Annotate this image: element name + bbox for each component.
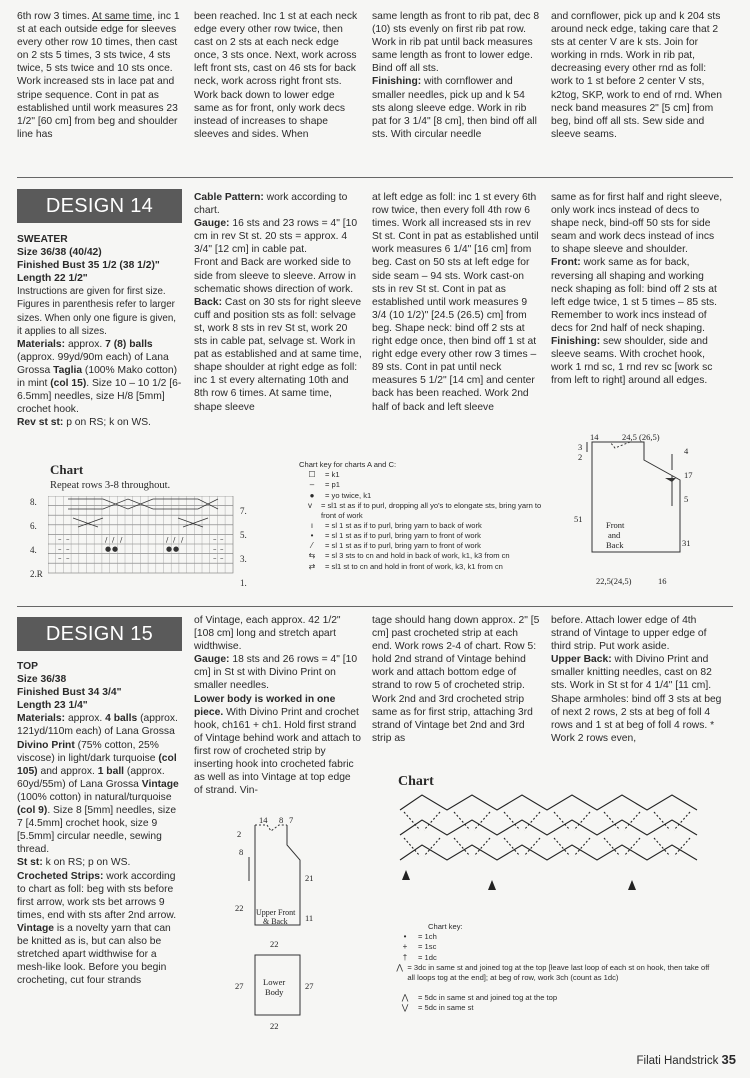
key-text: = sl 1 st as if to purl, bring yarn to front of work	[325, 530, 481, 540]
design15-banner: DESIGN 15	[17, 617, 182, 651]
svg-text:●: ●	[105, 545, 112, 553]
sch14-3: 3	[578, 442, 583, 452]
sch14-51: 51	[574, 514, 583, 524]
sch15-label-lower: Lower	[263, 977, 286, 987]
key-symbol-icon: +	[402, 942, 408, 952]
d15-lower-text: With Divino Print and crochet hook, ch161 + ch1. Hold first strand of Vintage behind work and attach to first row of crocheted strip by inserting hook into crocheted fabric as well as into Vintage at top edge of strand. Vin-	[194, 706, 361, 797]
d15-vintage: is a novelty yarn that can be knitted as is, but can also be stretched apart widthwise for a mesh-like look. Before you begin crocheting, cut four strands	[17, 922, 171, 987]
row-label-1: 1.	[240, 578, 247, 588]
d14-schematic	[560, 430, 710, 590]
d14-front-label: Front:	[551, 257, 581, 269]
design15-type: TOP	[17, 661, 38, 672]
d14-front-text: work same as for back, reversing all shaping and working neck shaping as foll: bind off 2 sts at left edge twice, 1 st 5 times – 85 sts. Remember to work incs instead of decs for 2nd half of neck shaping.	[551, 257, 717, 334]
top-col4	[551, 10, 723, 141]
key-text: = 3dc in same st and joined tog at the top [leave last loop of each st on hook, then take off all loops tog at the end]; at beg of row, work 3ch (count as 1dc)	[407, 962, 710, 982]
d14-gauge-text: 16 sts and 23 rows = 4" [10 cm in rev St st. 20 sts = approx. 4 3/4" [12 cm] in cable pat.	[194, 218, 358, 256]
design14-col1	[17, 233, 183, 429]
d14-cable-chart-grid	[48, 496, 234, 574]
design15-col1	[17, 660, 183, 987]
finishing-text: with cornflower and smaller needles, pick up and k 54 sts along sleeve edge. Work in rib pat for 3 1/4" [8 cm], then bind off all sts. With circular needle	[372, 76, 537, 140]
row-label-6: 6.	[30, 521, 37, 531]
svg-text:/: /	[181, 536, 184, 544]
d14-key-row	[299, 521, 544, 531]
d14-back-text: Cast on 30 sts for right sleeve cuff and position sts as foll: selvage st, work 8 sts in rev St st, work 20 sts in cable pat, selvage st. Work in pat as established and at same time, shape shoulder at right edge as foll: inc 1 st every alternating 10th and 8th row 6 times. At same time, shape sleeve	[194, 296, 362, 413]
svg-text:–: –	[213, 545, 217, 553]
key-symbol-icon: –	[309, 480, 315, 490]
key-text: = 1ch	[418, 932, 437, 942]
top-col1-underline: At same time	[91, 11, 153, 22]
d14-mat-4: . Size 10 – 10 1/2 [6-6.5mm] needles, size H/8 [5mm] crochet hook.	[17, 378, 182, 416]
sch14-17: 17	[684, 470, 693, 480]
d15-key-row	[392, 932, 712, 942]
d14-revst: p on RS; k on WS.	[63, 417, 151, 429]
d14-col3-text: at left edge as foll: inc 1 st every 6th row twice, then every foll 4th row 6 times. Work all increased sts in rev St st. Cont in pat as established until work measures 6 1/4" [16 cm] from beg. Cast on 50 sts at left edge for side seam – 94 sts. Work cast-on sts in rev St st. Cont in pat as established until work measures 9 3/4 (10 1/2)" [24.5 (26.5) cm] from beg. Shape neck: bind off 2 sts at right edge once, then bind off 1 st at right edge every other row 3 times – 89 sts. Cont in pat until neck measures 5 1/2" [14 cm] and center back has been reached. Work 2nd half of back and left sleeve	[372, 192, 539, 413]
key-text: = sl1 st as if to purl, dropping all yo's to elongate sts, bring yarn to front of work	[320, 500, 542, 520]
top-col1-text-a: 6th row 3 times.	[17, 11, 92, 22]
sch14-top2: 24,5 (26,5)	[622, 432, 660, 442]
d14-front-back: Front and Back are worked side to side from sleeve to sleeve. Arrow in schematic shows direction of work.	[194, 257, 356, 295]
design15-size: Size 36/38	[17, 674, 67, 686]
key-text: = sl 1 st as if to purl, bring yarn to front of work	[325, 541, 481, 551]
key-text: = sl 1 st as if to purl, bring yarn to back of work	[325, 520, 482, 530]
svg-text:/: /	[120, 536, 123, 544]
key-symbol-icon: ☐	[308, 470, 316, 480]
d14-finish-text: sew shoulder, side and sleeve seams. With crochet hook, work 1 rnd sc, 1 rnd rev sc [work sc from left to right] around all edges.	[551, 336, 713, 387]
d15-key-title: Chart key:	[428, 922, 463, 931]
design14-col2	[194, 191, 362, 414]
design14-length: Length 22 1/2"	[17, 273, 88, 285]
svg-text:●: ●	[112, 545, 119, 553]
row-label-3: 3.	[240, 554, 247, 564]
d14-key-title: Chart key for charts A and C:	[299, 460, 397, 469]
top-col2	[194, 10, 362, 141]
row-label-8: 8.	[30, 497, 37, 507]
sch15-8: 8	[239, 847, 244, 857]
d15-mat-col2: (col 9)	[17, 805, 48, 817]
key-symbol-icon: ⋀	[401, 992, 409, 1002]
sch14-label-front: Front	[606, 520, 625, 530]
d14-chart-rowlabels-left	[30, 496, 43, 580]
d14-mat-label: Materials:	[17, 338, 66, 350]
key-symbol-icon: ⁄	[311, 541, 313, 551]
svg-text:–: –	[220, 535, 224, 543]
sch14-label-back: Back	[606, 540, 624, 550]
sch14-31: 31	[682, 538, 691, 548]
d14-chart-title: Chart	[50, 462, 84, 477]
d15-mat-6: (100% cotton) in natural/turquoise	[17, 791, 172, 803]
key-text: = sl1 st to cn and hold in front of work, k3, k1 from cn	[325, 561, 503, 571]
d14-finish-label: Finishing:	[551, 336, 601, 348]
design14-bust: Finished Bust 35 1/2 (38 1/2)"	[17, 260, 160, 272]
page-footer	[637, 1052, 736, 1067]
d14-key-row	[299, 480, 544, 490]
key-text: = 5dc in same st and joined tog at the top	[418, 992, 558, 1002]
d15-mat-2: (approx. 121yd/110m each) of Lana Grossa	[17, 713, 178, 738]
key-text: = k1	[325, 470, 340, 480]
d14-mat-col: (col 15)	[50, 378, 87, 390]
key-symbol-icon: ●	[309, 490, 315, 500]
d14-key-row	[299, 541, 544, 551]
sch15-label-upper: Upper Front	[256, 908, 296, 917]
page-number: 35	[721, 1052, 736, 1067]
d14-key-row	[299, 470, 544, 480]
d15-key-row	[392, 942, 712, 952]
svg-text:/: /	[105, 536, 108, 544]
d15-stst-label: St st:	[17, 857, 43, 869]
top-col1	[17, 10, 183, 141]
svg-text:/: /	[166, 536, 169, 544]
d15-mat-label: Materials:	[17, 713, 66, 725]
d15-strips-label: Crocheted Strips:	[17, 870, 104, 882]
d15-crochet-chart	[392, 790, 722, 900]
key-symbol-icon: ⋁	[401, 1002, 409, 1012]
svg-text:–: –	[213, 535, 217, 543]
d15-key-row	[392, 1003, 712, 1013]
sch15-top2: 8	[279, 815, 284, 825]
svg-text:/: /	[112, 536, 115, 544]
sch15-top3: 7	[289, 815, 294, 825]
sch14-bottom1: 22,5(24,5)	[596, 576, 632, 586]
design14-instructions: Instructions are given for first size. Figures in parenthesis refer to larger sizes. When only one figure is given, it applies to all sizes.	[17, 286, 177, 337]
d14-key-row	[299, 562, 544, 572]
d15-upper-label: Upper Back:	[551, 654, 612, 666]
d14-mat-2: (approx. 99yd/90m each) of Lana Grossa	[17, 351, 169, 376]
d14-gauge-label: Gauge:	[194, 218, 230, 230]
d15-lower-label: Lower body is worked in one piece.	[194, 693, 336, 718]
d15-chart-key	[392, 922, 712, 1013]
key-symbol-icon: ⋀	[396, 962, 403, 972]
svg-text:–: –	[220, 554, 224, 562]
divider-1	[17, 177, 733, 178]
svg-text:–: –	[66, 545, 70, 553]
row-label-5: 5.	[240, 530, 247, 540]
sch14-bottom2: 16	[658, 576, 667, 586]
sch14-top: 14	[590, 432, 599, 442]
row-label-7: 7.	[240, 506, 247, 516]
key-text: = sl 3 sts to cn and hold in back of work, k1, k3 from cn	[325, 551, 510, 561]
sch15-bottom: 22	[270, 1021, 279, 1031]
d15-col4-text: before. Attach lower edge of 4th strand of Vintage to upper edge of third strip. Put work aside.	[551, 615, 707, 653]
d15-mat-col: (col 105)	[17, 752, 177, 777]
design15-col2	[194, 614, 362, 797]
d14-key-row	[299, 531, 544, 541]
svg-text:/: /	[173, 536, 176, 544]
d15-key-row	[392, 953, 712, 963]
svg-text:–: –	[66, 554, 70, 562]
sch15-label-body: Body	[265, 987, 284, 997]
d14-key-row	[299, 551, 544, 561]
sch15-label-back: & Back	[263, 917, 288, 926]
d14-mat-yarn: Taglia	[53, 364, 83, 376]
magazine-name: Filati Handstrick	[636, 1055, 719, 1067]
key-text: = p1	[325, 480, 340, 490]
d15-mat-yarn: Divino Print	[17, 739, 75, 751]
d14-cable-text: work according to chart.	[194, 192, 348, 217]
d15-mat-yarn2: Vintage	[141, 778, 179, 790]
d15-mat-4: and approx.	[37, 765, 98, 777]
top-col1-text-b: , inc 1 st at each outside edge for sleeves every other row 10 times, then cast on 2 sts 5 times, 3 sts twice, 4 sts twice, 5 sts twice and 10 sts once. Work increased sts in lace pat and stripe sequence. Cont in pat as established until work measures 23 1/2" [60 cm] from beg and shoulder line has	[17, 11, 180, 140]
sch15-21: 21	[305, 873, 314, 883]
d15-mat-ball: 1 ball	[97, 765, 125, 777]
svg-text:–: –	[58, 545, 62, 553]
row-label-2: 2.R	[30, 569, 43, 579]
d15-key-row	[392, 993, 712, 1003]
sch15-27-left: 27	[235, 981, 244, 991]
design15-col3	[372, 614, 540, 745]
key-symbol-icon: •	[403, 932, 407, 942]
top-col2-text: been reached. Inc 1 st at each neck edge every other row twice, then cast on 2 sts at each neck edge once, 3 sts once. Next, work across left front sts, cast on 46 sts for back neck, work across right front sts. Work back down to lower edge same as for front, only work decs instead of increases to shape sleeves and sides. When	[194, 11, 358, 140]
top-col3-text: same length as front to rib pat, dec 8 (10) sts evenly on first rib pat row. Work in rib pat until back measures same length as front to lower edge. Bind off all sts.	[372, 11, 540, 75]
key-symbol-icon: •	[310, 530, 314, 540]
key-symbol-icon: v	[307, 500, 312, 510]
d14-back-label: Back:	[194, 296, 223, 308]
d15-col2-text1: of Vintage, each approx. 42 1/2" [108 cm] long and stretch apart widthwise.	[194, 615, 341, 653]
key-text: = yo twice, k1	[325, 490, 372, 500]
svg-text:●: ●	[166, 545, 173, 553]
design14-banner: DESIGN 14	[17, 189, 182, 223]
sch15-22: 22	[235, 903, 244, 913]
key-symbol-icon: ı	[310, 520, 314, 530]
d15-key-row	[392, 963, 712, 993]
d15-vintage-label: Vintage	[17, 922, 55, 934]
d15-schematic	[225, 815, 335, 1033]
d15-gauge-text: 18 sts and 26 rows = 4" [10 cm] in St st with Divino Print on smaller needles.	[194, 654, 358, 692]
d15-mat-7: . Size 8 [5mm] needles, size 7 [4.5mm] crochet hook, size 9 [5.5mm] circular needle, sewing thread.	[17, 805, 177, 856]
d14-mat-1: approx.	[65, 338, 106, 350]
d14-chart-repeat: Repeat rows 3-8 throughout.	[50, 480, 171, 491]
d14-cable-label: Cable Pattern:	[194, 192, 264, 203]
design14-type: SWEATER	[17, 234, 68, 245]
sch15-27-right: 27	[305, 981, 314, 991]
key-text: = 1sc	[418, 942, 437, 952]
d14-mat-balls: 7 (8) balls	[105, 338, 153, 350]
sch15-11: 11	[305, 913, 314, 923]
d15-mat-5: (approx. 60yd/55m) of Lana Grossa	[17, 765, 165, 790]
d15-col3-text: tage should hang down approx. 2" [5 cm] past crocheted strip at each end. Work rows 2-4 of chart. Row 5: hold 2nd strand of Vintage behind work and attach bottom edge of strand to row 5 of crocheted strip. Work 2nd and 3rd crocheted strip same as for first strip, attaching 3rd strand of Vintage bet 2nd and 3rd strip as	[372, 615, 540, 744]
sch14-2: 2	[578, 452, 583, 462]
d14-mat-3: (100% Mako cotton) in mint	[17, 364, 178, 390]
sch15-top: 14	[259, 815, 268, 825]
finishing-label: Finishing:	[372, 76, 422, 88]
sch15-mid22: 22	[270, 939, 279, 949]
d14-chart-key	[299, 460, 544, 572]
key-text: = 5dc in same st	[418, 1002, 474, 1012]
d15-mat-1: approx.	[65, 713, 106, 725]
sch14-4: 4	[684, 446, 689, 456]
svg-text:–: –	[220, 545, 224, 553]
svg-text:–: –	[58, 535, 62, 543]
d14-col4-text: same as for first half and right sleeve, only work incs instead of decs to shape neck, bind-off 50 sts for side seam and work decs instead of incs to shape sleeve and shoulder.	[551, 192, 723, 256]
d15-strips: work according to chart as foll: beg with sts before first arrow, work sts bet arrows 9 times, end with sts after 2nd arrow.	[17, 870, 177, 921]
design14-col3	[372, 191, 540, 414]
sch14-5: 5	[684, 494, 689, 504]
design14-size: Size 36/38 (40/42)	[17, 247, 102, 259]
top-col4-text: and cornflower, pick up and k 204 sts around neck edge, taking care that 2 sts at center V are k sts. Join for working in rnds. Work in rib pat, decreasing every other rnd as foll: work to 1 st before 2 center V sts, k2tog, SKP, work to end of rnd. When neck band measures 2" [5 cm] from beg, bind off all sts. Sew side and sleeve seams.	[551, 11, 722, 140]
d15-stst: k on RS; p on WS.	[42, 857, 131, 869]
d15-upper-text: with Divino Print and smaller knitting needles, cast on 82 sts. Work in St st for 4 1/4" [11 cm]. Shape armholes: bind off 3 sts at beg of next 2 rows, 2 sts at beg of foll 4 rows and 1 st at beg of foll 4 rows. * Work 2 rows even,	[551, 654, 722, 744]
design15-col4	[551, 614, 723, 745]
d15-mat-balls: 4 balls	[105, 713, 138, 725]
divider-2	[17, 606, 733, 607]
d14-chart-rowlabels-right	[240, 505, 247, 589]
d15-gauge-label: Gauge:	[194, 654, 230, 666]
sch15-2: 2	[237, 829, 242, 839]
d14-revst-label: Rev st st:	[17, 417, 64, 429]
design14-col4	[551, 191, 723, 387]
svg-text:●: ●	[173, 545, 180, 553]
key-symbol-icon: ⇄	[308, 561, 316, 571]
d15-mat-3: (75% cotton, 25% viscose) in light/dark turquoise	[17, 739, 159, 764]
d14-key-row	[299, 501, 544, 521]
key-text: = 1dc	[418, 952, 437, 962]
top-col3	[372, 10, 540, 141]
key-symbol-icon: ⇆	[308, 551, 316, 561]
row-label-4: 4.	[30, 545, 37, 555]
d15-chart-title: Chart	[398, 774, 434, 789]
sch14-label-and: and	[608, 530, 621, 540]
d14-key-row	[299, 491, 544, 501]
key-symbol-icon: †	[402, 952, 408, 962]
svg-text:–: –	[66, 535, 70, 543]
design15-bust: Finished Bust 34 3/4"	[17, 687, 122, 699]
design15-length: Length 23 1/4"	[17, 700, 88, 712]
svg-text:–: –	[213, 554, 217, 562]
svg-text:–: –	[58, 554, 62, 562]
